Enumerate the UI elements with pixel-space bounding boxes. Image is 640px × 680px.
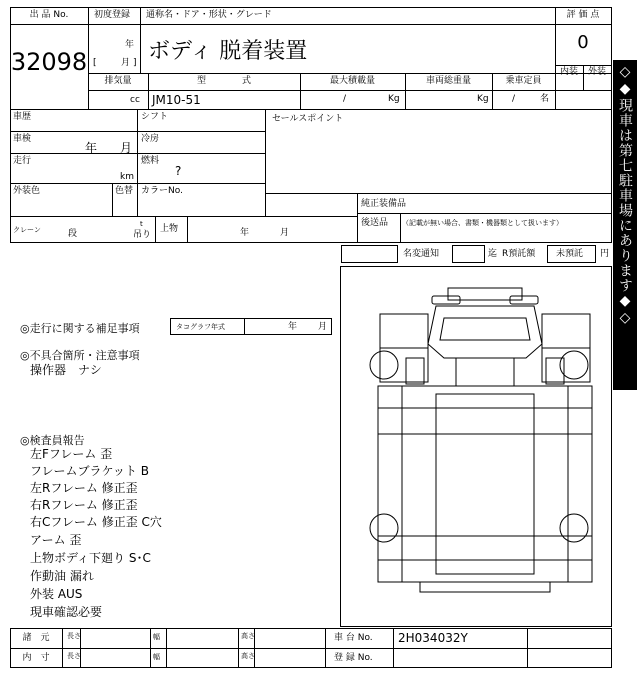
registration-number-label: 登 録 No. bbox=[334, 653, 373, 663]
tachograph-label: タコグラフ年式 bbox=[176, 323, 225, 331]
mileage-label: 走行 bbox=[13, 156, 32, 166]
displacement-unit: cc bbox=[130, 95, 140, 105]
sales-point-label: セールスポイント bbox=[272, 114, 344, 124]
lot-number: 32098 bbox=[10, 48, 88, 76]
inspection-month: 月 bbox=[120, 141, 133, 155]
inspector-line: 右Cフレーム 修正歪 C穴 bbox=[30, 515, 162, 529]
tachograph-month: 月 bbox=[318, 322, 328, 332]
vehicle-name: ボディ 脱着装置 bbox=[148, 39, 308, 64]
upper-body-year: 年 bbox=[240, 228, 250, 238]
rating-value: 0 bbox=[577, 32, 589, 53]
inspection-year: 年 bbox=[85, 141, 98, 155]
first-reg-bracket-close: ] bbox=[133, 58, 137, 68]
color-number-label: カラーNo. bbox=[141, 186, 183, 196]
chassis-number-label: 車 台 No. bbox=[334, 633, 373, 643]
upper-body-month: 月 bbox=[280, 228, 290, 238]
crane-stage: 段 bbox=[68, 229, 78, 239]
aftermarket-note: （記載が無い場合、書類・機器類として扱います） bbox=[402, 219, 563, 227]
inspection-label: 車検 bbox=[13, 134, 32, 144]
inspector-line: 上物ボディ下廻り S･C bbox=[30, 551, 151, 565]
spec-length-label: 長さ bbox=[67, 632, 81, 640]
inspector-line: フレームブラケット B bbox=[30, 464, 149, 478]
genuine-equipment-label: 純正装備品 bbox=[361, 199, 407, 209]
crane-ton: t bbox=[140, 220, 143, 228]
chassis-number: 2H034032Y bbox=[398, 631, 468, 645]
running-notes-header: ◎走行に関する補足事項 bbox=[20, 322, 140, 335]
yen-label: 円 bbox=[600, 249, 610, 259]
inspector-line: 左Rフレーム 修正歪 bbox=[30, 481, 138, 495]
location-banner-text: ◇◆現車は第七駐車場にあります◆◇ bbox=[617, 64, 633, 327]
interior-length-label: 長さ bbox=[67, 652, 81, 660]
interior-width-label: 幅 bbox=[153, 653, 160, 661]
interior-height-label: 高さ bbox=[241, 652, 255, 660]
mileage-unit: km bbox=[120, 172, 134, 182]
crane-lift: 吊り bbox=[133, 230, 152, 240]
upper-body-label: 上物 bbox=[160, 224, 179, 234]
capacity-label: 乗車定員 bbox=[505, 76, 542, 86]
inspector-line: 現車確認必要 bbox=[30, 605, 103, 619]
vehicle-name-label: 通称名・ドア・形状・グレード bbox=[146, 10, 272, 20]
unpaid-label: 未預託 bbox=[556, 249, 584, 259]
recycle-deposit-label: R預託額 bbox=[502, 249, 536, 259]
first-registration-label: 初度登録 bbox=[94, 10, 131, 20]
inspector-header: ◎検査員報告 bbox=[20, 434, 85, 447]
location-banner bbox=[613, 60, 637, 390]
exterior-grade-label: 外装 bbox=[587, 67, 606, 77]
displacement-label: 排気量 bbox=[104, 76, 132, 86]
defects-header: ◎不具合箇所・注意事項 bbox=[20, 349, 140, 362]
model-code: JM10-51 bbox=[152, 93, 201, 107]
spec-width-label: 幅 bbox=[153, 633, 160, 641]
first-reg-month: 月 bbox=[121, 58, 131, 68]
ac-label: 冷房 bbox=[141, 134, 160, 144]
max-load-unit: Kg bbox=[388, 94, 400, 104]
rating-label: 評 価 点 bbox=[566, 10, 600, 20]
inspector-line: 外装 AUS bbox=[30, 587, 83, 601]
inspector-line: アーム 歪 bbox=[30, 533, 82, 547]
spec-height-label: 高さ bbox=[241, 632, 255, 640]
aftermarket-label: 後送品 bbox=[361, 218, 389, 228]
defect-line: 操作器 ナシ bbox=[30, 363, 102, 377]
gross-weight-unit: Kg bbox=[477, 94, 489, 104]
max-load-label: 最大積載量 bbox=[329, 76, 375, 86]
inspector-line: 左Fフレーム 歪 bbox=[30, 447, 113, 461]
deadline-label: 迄 bbox=[488, 249, 498, 259]
first-reg-bracket-open: [ bbox=[93, 58, 97, 68]
fuel-label: 燃料 bbox=[141, 156, 160, 166]
color-change-label: 色替 bbox=[115, 186, 134, 196]
history-label: 車歴 bbox=[13, 112, 32, 122]
max-load-slash: / bbox=[343, 94, 347, 104]
tachograph-year: 年 bbox=[288, 322, 298, 332]
model-label: 型 式 bbox=[196, 76, 251, 86]
interior-dims-label: 内 寸 bbox=[22, 653, 50, 663]
crane-label: クレーン bbox=[13, 226, 41, 234]
gross-weight-label: 車両総重量 bbox=[425, 76, 471, 86]
capacity-unit: 名 bbox=[540, 94, 550, 104]
exterior-color-label: 外装色 bbox=[13, 186, 41, 196]
inspector-line: 右Rフレーム 修正歪 bbox=[30, 498, 138, 512]
capacity-slash: / bbox=[512, 94, 516, 104]
truck-diagram bbox=[340, 266, 612, 627]
shift-label: シフト bbox=[141, 112, 169, 122]
lot-label: 出 品 No. bbox=[29, 10, 69, 20]
specs-label: 諸 元 bbox=[22, 633, 50, 643]
name-change-label: 名変通知 bbox=[403, 249, 440, 259]
inspector-line: 作動油 漏れ bbox=[30, 569, 94, 583]
first-reg-year: 年 bbox=[125, 40, 135, 50]
fuel-value: ? bbox=[175, 164, 182, 178]
interior-grade-label: 内装 bbox=[559, 67, 578, 77]
